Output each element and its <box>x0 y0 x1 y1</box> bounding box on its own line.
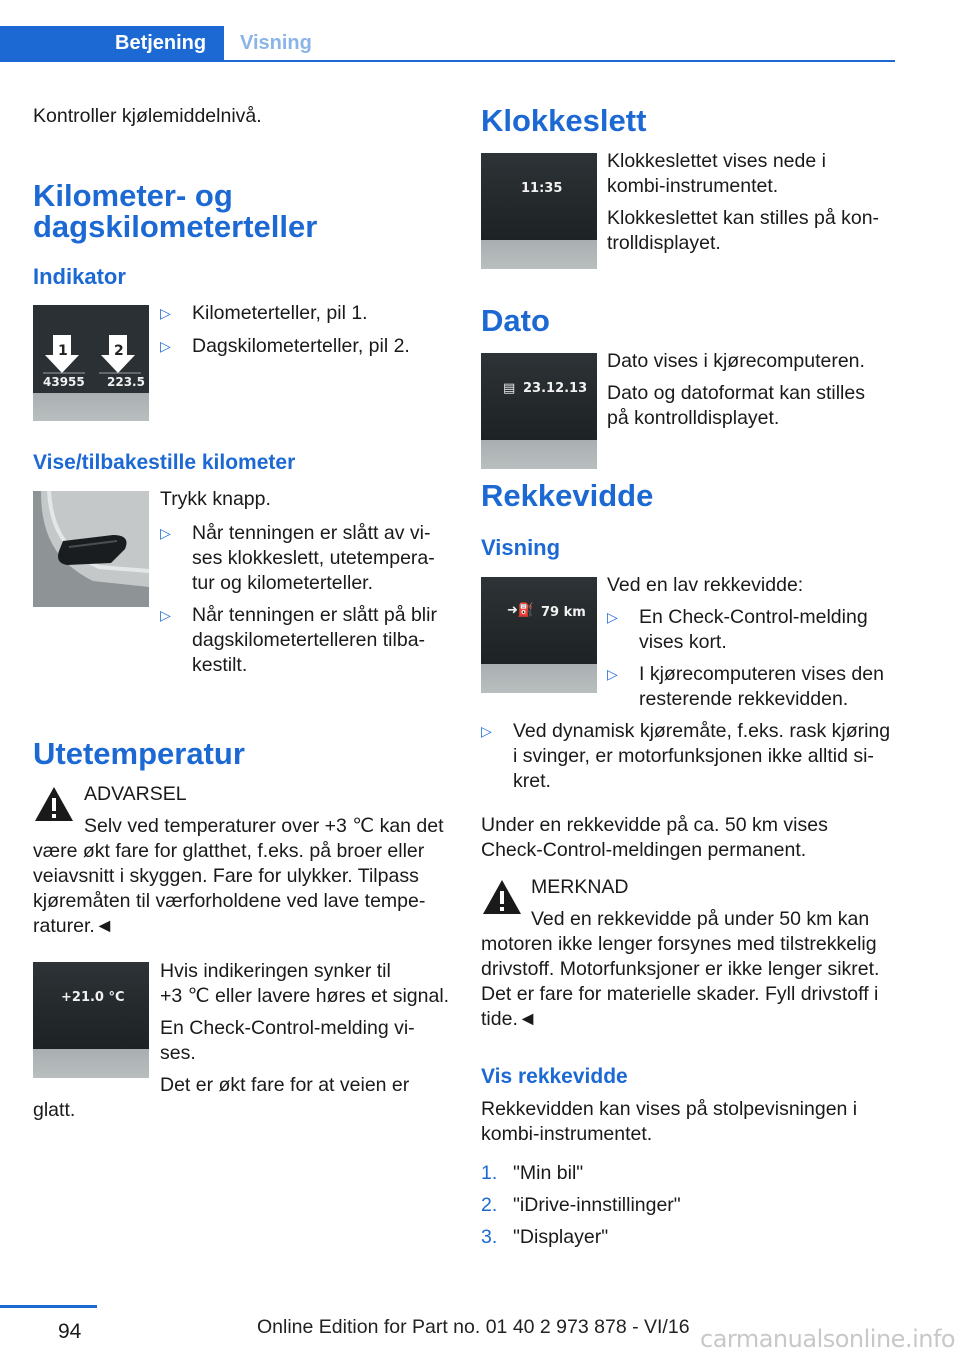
clock-text-1-line-1: Klokkeslettet vises nede i <box>607 150 826 172</box>
press-button-text: Trykk knapp. <box>160 488 271 510</box>
date-text-2 <box>607 381 907 431</box>
clock-display-image <box>481 153 597 269</box>
range-display-image <box>481 577 597 693</box>
temp-text-1-line-2: +3 ℃ eller lavere høres et signal. <box>160 985 450 1007</box>
reset-heading: Vise/tilbakestille kilometer <box>33 451 296 474</box>
indicator-item-2-text: Dagskilometerteller, pil 2. <box>192 335 410 357</box>
indicator-heading: Indikator <box>33 264 126 289</box>
step-3-text: "Displayer" <box>513 1226 609 1248</box>
show-range-text <box>481 1097 901 1147</box>
footer-rule <box>0 1305 97 1308</box>
note-text <box>481 907 901 1032</box>
note-line-5: tide.◄ <box>481 1008 538 1030</box>
note-label: MERKNAD <box>531 876 629 898</box>
fuel-pump-icon: ➜⛽ <box>507 603 535 618</box>
range-item-3-line-1: Ved dynamisk kjøremåte, f.eks. rask kjøring <box>513 720 891 742</box>
note-line-3: drivstoff. Motorfunksjoner er ikke lenger sikret. <box>481 958 880 980</box>
trip-value: 223.5 <box>107 375 145 389</box>
range-item-2-line-2: resterende rekkevidden. <box>639 688 849 710</box>
steering-button-icon <box>33 491 149 607</box>
under-range-text <box>481 813 901 863</box>
arrow-label-2: 2 <box>114 343 124 359</box>
under-range-line-1: Under en rekkevidde på ca. 50 km vises <box>481 814 828 836</box>
reset-item-2-line-3: kestilt. <box>192 654 248 676</box>
reset-item-1-line-2: ses klokkeslett, utetempera- <box>192 547 435 569</box>
odometer-arrows-icon <box>33 305 149 421</box>
clock-text-1 <box>607 149 907 199</box>
edition-text: Online Edition for Part no. 01 40 2 973 878 - VI/16 <box>257 1316 690 1338</box>
range-item-1-line-2: vises kort. <box>639 631 727 653</box>
warning-line-3: veiavsnitt i skyggen. Fare for ulykker. Tilpass <box>33 865 419 887</box>
tab-betjening[interactable]: Betjening <box>0 26 224 62</box>
note-line-1: Ved en rekkevidde på under 50 km kan <box>531 908 870 930</box>
header-tabs <box>0 26 895 62</box>
step-2-text: "iDrive-innstillinger" <box>513 1194 681 1216</box>
reset-item-2-line-1: Når tenningen er slått på blir <box>192 604 437 626</box>
temp-text-1 <box>160 959 460 1009</box>
step-3-number: 3. <box>481 1226 498 1248</box>
clock-title: Klokkeslett <box>481 103 647 138</box>
calendar-icon: ▤ <box>503 381 516 396</box>
low-range-text: Ved en lav rekkevidde: <box>607 574 804 596</box>
range-item-3-line-3: kret. <box>513 770 551 792</box>
clock-text-2-line-2: trolldisplayet. <box>607 232 721 254</box>
bullet-triangle-icon: ▷ <box>160 607 171 623</box>
reset-item-2-line-2: dagskilometertelleren tilba- <box>192 629 426 651</box>
bullet-triangle-icon: ▷ <box>481 723 492 739</box>
temp-text-3-line-1: Det er økt fare for at veien er <box>160 1074 410 1096</box>
clock-text-1-line-2: kombi-instrumentet. <box>607 175 779 197</box>
step-2-number: 2. <box>481 1194 498 1216</box>
reset-item-2-text <box>192 603 462 678</box>
range-item-3-line-2: i svinger, er motorfunksjonen ikke alltid si- <box>513 745 874 767</box>
indicator-item-1-text: Kilometerteller, pil 1. <box>192 302 368 324</box>
bullet-triangle-icon: ▷ <box>160 305 171 321</box>
range-item-2-text <box>639 662 909 712</box>
date-text-2-line-1: Dato og datoformat kan stilles <box>607 382 865 404</box>
reset-item-1-text <box>192 521 462 596</box>
page-number: 94 <box>58 1320 82 1343</box>
odometer-title-line1: Kilometer- og <box>33 178 233 213</box>
warning-text <box>33 814 453 939</box>
date-display-image <box>481 353 597 469</box>
show-range-line-1: Rekkevidden kan vises på stolpevisningen i <box>481 1098 858 1120</box>
warning-label: ADVARSEL <box>84 783 187 805</box>
coolant-note: Kontroller kjølemiddelnivå. <box>33 105 262 127</box>
arrow-label-1: 1 <box>58 343 68 359</box>
clock-text-2-line-1: Klokkeslettet kan stilles på kon- <box>607 207 880 229</box>
date-value: 23.12.13 <box>523 381 588 396</box>
odometer-value: 43955 <box>43 375 85 389</box>
odometer-title <box>33 180 317 242</box>
bullet-triangle-icon: ▷ <box>607 666 618 682</box>
step-1-number: 1. <box>481 1162 498 1184</box>
range-item-1-text <box>639 605 909 655</box>
display-heading: Visning <box>481 535 561 560</box>
warning-line-4: kjøremåten til værforholdene ved lave tempe- <box>33 890 426 912</box>
temp-text-3-line-2: glatt. <box>33 1099 76 1121</box>
show-range-line-2: kombi-instrumentet. <box>481 1123 653 1145</box>
tab-visning[interactable]: Visning <box>240 32 312 54</box>
temp-text-2 <box>160 1016 460 1066</box>
range-item-2-line-1: I kjørecomputeren vises den <box>639 663 884 685</box>
range-title: Rekkevidde <box>481 478 654 513</box>
range-item-3-text <box>513 719 903 794</box>
temp-text-2-line-1: En Check-Control-melding vi- <box>160 1017 415 1039</box>
note-line-4: Det er fare for materielle skader. Fyll drivstoff i <box>481 983 879 1005</box>
odometer-title-line2: dagskilometerteller <box>33 209 318 244</box>
temp-text-1-line-1: Hvis indikeringen synker til <box>160 960 391 982</box>
note-line-2: motoren ikke lenger forsynes med tilstrekkelig <box>481 933 877 955</box>
step-1-text: "Min bil" <box>513 1162 584 1184</box>
clock-value: 11:35 <box>521 181 563 196</box>
reset-item-1-line-1: Når tenningen er slått av vi- <box>192 522 431 544</box>
show-range-heading: Vis rekkevidde <box>481 1065 628 1088</box>
reset-item-1-line-3: tur og kilometerteller. <box>192 572 373 594</box>
odometer-display-image <box>33 305 149 421</box>
bullet-triangle-icon: ▷ <box>607 609 618 625</box>
bullet-triangle-icon: ▷ <box>160 525 171 541</box>
temperature-display-image <box>33 962 149 1078</box>
warning-line-1: Selv ved temperaturer over +3 ℃ kan det <box>84 815 444 837</box>
range-item-1-line-1: En Check-Control-melding <box>639 606 868 628</box>
temperature-value: +21.0 °C <box>61 990 125 1005</box>
clock-text-2 <box>607 206 907 256</box>
outside-temperature-title: Utetemperatur <box>33 736 245 771</box>
warning-line-2: være økt fare for glatthet, f.eks. på broer eller <box>33 840 425 862</box>
reset-button-image <box>33 491 149 607</box>
date-text-2-line-2: på kontrolldisplayet. <box>607 407 780 429</box>
warning-line-5: raturer.◄ <box>33 915 115 937</box>
bullet-triangle-icon: ▷ <box>160 338 171 354</box>
range-value: 79 km <box>541 605 586 620</box>
date-text-1: Dato vises i kjørecomputeren. <box>607 350 865 372</box>
date-title: Dato <box>481 303 550 338</box>
temp-text-2-line-2: ses. <box>160 1042 196 1064</box>
under-range-line-2: Check-Control-meldingen permanent. <box>481 839 807 861</box>
watermark: carmanualsonline.info <box>700 1325 956 1353</box>
